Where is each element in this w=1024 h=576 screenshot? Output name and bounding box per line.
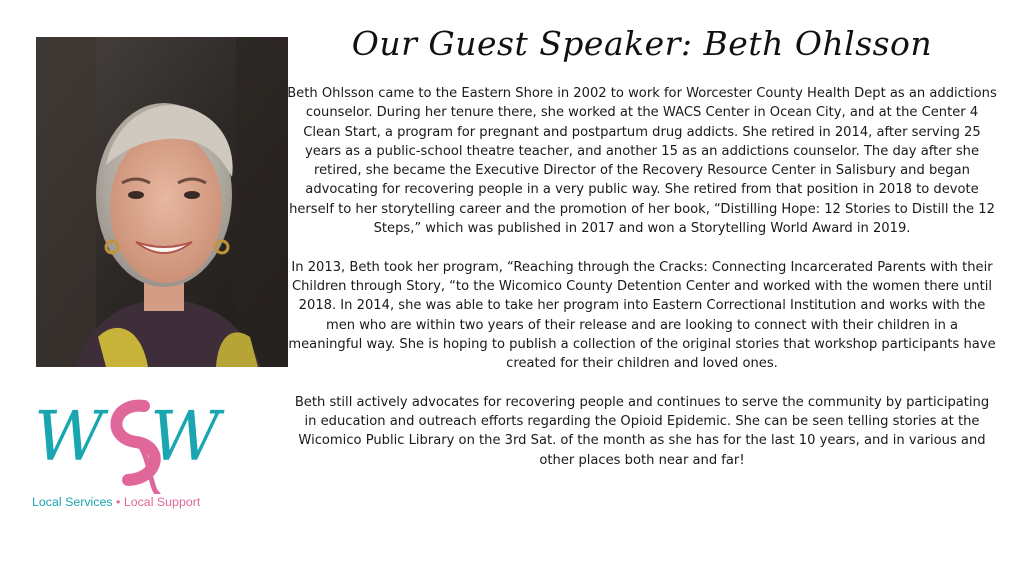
- speaker-photo: [36, 37, 288, 367]
- bio-paragraph-1: Beth Ohlsson came to the Eastern Shore in 2002 to work for Worcester County Health Dept as an addictions counselor. During her tenure there, she worked at the WACS Center in Ocean City, and at the Center 4 Clean Start, a program for pregnant and postpartum drug addicts. She retired in 2014, after serving 25 years as a public-school theatre teacher, and another 15 as an addictions counselor. The day after she retired, she became the Executive Director of the Recovery Resource Center in Salisbury and began advocating for recovering people in a very public way. She retired from that position in 2018 to devote herself to her storytelling career and the promotion of her book, “Distilling Hope: 12 Stories to Distill the 12 Steps,” which was published in 2017 and won a Storytelling World Award in 2019.: [287, 86, 997, 237]
- bio-paragraph-2: In 2013, Beth took her program, “Reaching through the Cracks: Connecting Incarcerated Parents with their Children through Story, “to the Wicomico County Detention Center and worked with the women there until 2018. In 2014, she was able to take her program into Eastern Correctional Institution and works with the men who are within two years of their release and are looking to connect with their children in a meaningful way. She is hoping to publish a collection of the original stories that workshop participants have created for their children and loved ones.: [288, 259, 996, 372]
- wsw-logo: [32, 394, 232, 516]
- tagline-separator: •: [116, 495, 121, 509]
- svg-text:W: W: [150, 398, 220, 477]
- portrait-illustration: [36, 37, 288, 367]
- page-title: Our Guest Speaker: Beth Ohlsson: [351, 24, 933, 63]
- tagline-local-services: Local Services: [32, 495, 113, 509]
- logo-tagline: [32, 495, 232, 509]
- bio-paragraph-3: Beth still actively advocates for recovering people and continues to serve the community by participating in education and outreach efforts regarding the Opioid Epidemic. She can be seen telling stories at the Wicomico Public Library on the 3rd Sat. of the month as she has for the last 10 years, and in various and other places both near and far!: [294, 394, 990, 468]
- svg-text:W: W: [34, 398, 104, 477]
- bio-text: [287, 84, 997, 489]
- wsw-logo-mark: [32, 394, 232, 494]
- tagline-local-support: Local Support: [123, 495, 201, 509]
